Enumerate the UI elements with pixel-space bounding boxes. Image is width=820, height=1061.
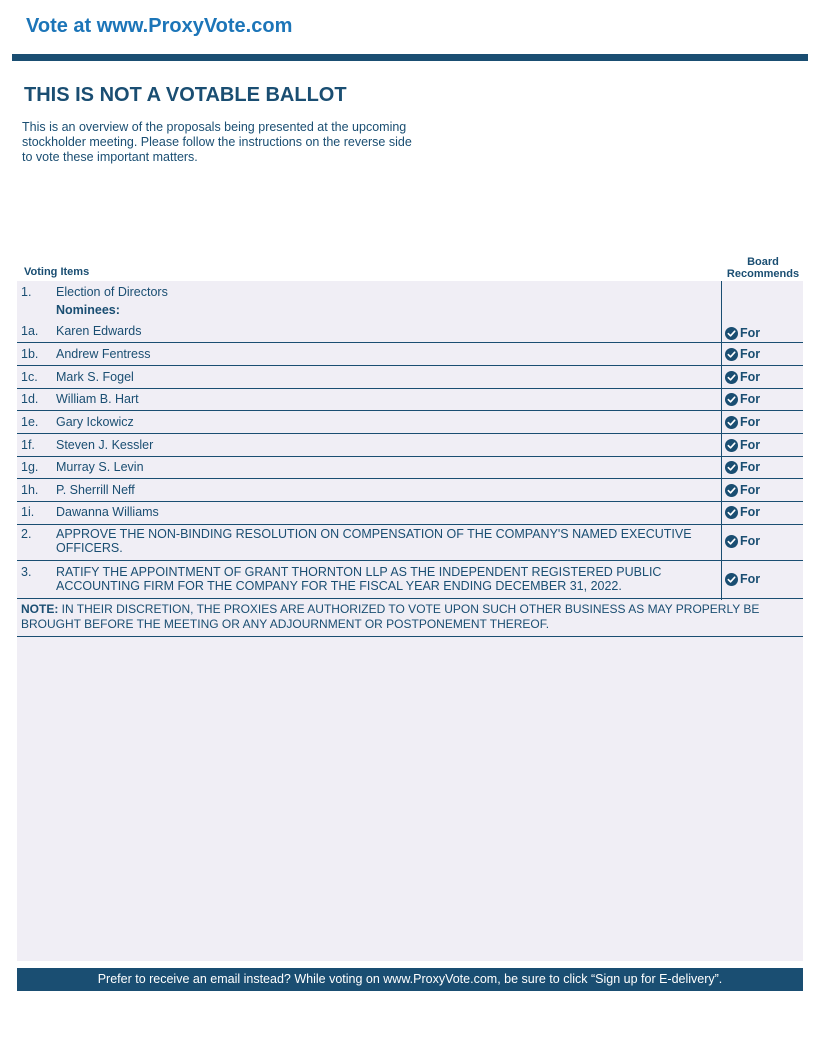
item-number: 3. xyxy=(21,565,32,579)
check-circle-icon xyxy=(725,439,738,452)
top-divider xyxy=(12,54,808,61)
board-header-line2: Recommends xyxy=(726,268,800,280)
e-delivery-text: Prefer to receive an email instead? While voting on www.ProxyVote.com, be sure to click “Sign up for E-delivery”. xyxy=(97,972,723,986)
voting-item-row xyxy=(17,456,803,479)
board-recommendation xyxy=(725,572,760,586)
voting-item-row xyxy=(17,561,803,599)
election-label: Election of Directors xyxy=(56,285,168,299)
recommendation-label: For xyxy=(740,505,761,519)
item-text: William B. Hart xyxy=(56,392,139,406)
item-text: APPROVE THE NON-BINDING RESOLUTION ON COMPENSATION OF THE COMPANY'S NAMED EXECUTIVE OFFICERS. xyxy=(56,527,692,555)
item-text: Steven J. Kessler xyxy=(56,438,154,452)
check-circle-icon xyxy=(725,348,738,361)
recommendation-label: For xyxy=(740,483,761,497)
voting-item-row xyxy=(17,366,803,389)
intro-text: This is an overview of the proposals being presented at the upcoming stockholder meeting. Please follow the instructions on the reverse side to vote these important matters. xyxy=(22,120,412,164)
check-circle-icon xyxy=(725,416,738,429)
recommendation-label: For xyxy=(740,326,761,340)
voting-item-row xyxy=(17,388,803,411)
note xyxy=(21,602,807,632)
voting-item-row xyxy=(17,343,803,366)
item-text: P. Sherrill Neff xyxy=(56,483,135,497)
item-number: 1e. xyxy=(21,415,39,429)
recommendation-label: For xyxy=(740,415,761,429)
item-number: 1h. xyxy=(21,483,39,497)
note-label: NOTE: xyxy=(21,602,59,616)
voting-item-row xyxy=(17,502,803,525)
column-divider xyxy=(721,281,722,600)
recommendation-label: For xyxy=(740,460,761,474)
item-text: Dawanna Williams xyxy=(56,505,159,519)
voting-item-row xyxy=(17,434,803,457)
voting-item-row xyxy=(17,524,803,561)
election-number: 1. xyxy=(21,285,32,299)
voting-item-row xyxy=(17,411,803,434)
recommendation-label: For xyxy=(740,392,761,406)
check-circle-icon xyxy=(725,371,738,384)
item-number: 1c. xyxy=(21,370,38,384)
board-recommendation xyxy=(725,534,760,548)
item-text: Mark S. Fogel xyxy=(56,370,134,384)
board-recommendation xyxy=(725,347,760,361)
item-text: Murray S. Levin xyxy=(56,460,144,474)
check-circle-icon xyxy=(725,506,738,519)
voting-item-row xyxy=(17,320,803,343)
board-recommendation xyxy=(725,505,760,519)
board-recommends-header xyxy=(721,256,805,280)
recommendation-label: For xyxy=(740,534,761,548)
check-circle-icon xyxy=(725,484,738,497)
voting-items-header: Voting Items xyxy=(24,266,90,278)
item-number: 1b. xyxy=(21,347,39,361)
item-number: 1a. xyxy=(21,324,39,338)
board-header-line1: Board xyxy=(747,256,779,268)
item-text: Karen Edwards xyxy=(56,324,142,338)
note-text: IN THEIR DISCRETION, THE PROXIES ARE AUTHORIZED TO VOTE UPON SUCH OTHER BUSINESS AS MAY PROPERLY BE BROUGHT BEFORE THE MEETING OR ANY ADJOURNMENT OR POSTPONEMENT THEREOF. xyxy=(21,602,760,631)
item-number: 1i. xyxy=(21,505,35,519)
board-recommendation xyxy=(725,460,760,474)
item-text: Gary Ickowicz xyxy=(56,415,134,429)
nominees-label: Nominees: xyxy=(56,303,120,317)
e-delivery-banner xyxy=(17,968,803,991)
item-number: 1g. xyxy=(21,460,39,474)
board-recommendation xyxy=(725,483,760,497)
item-number: 1d. xyxy=(21,392,39,406)
check-circle-icon xyxy=(725,535,738,548)
check-circle-icon xyxy=(725,327,738,340)
recommendation-label: For xyxy=(740,438,761,452)
note-divider xyxy=(17,636,803,637)
check-circle-icon xyxy=(725,461,738,474)
item-text: Andrew Fentress xyxy=(56,347,151,361)
proxyvote-link[interactable]: Vote at www.ProxyVote.com xyxy=(26,15,293,37)
recommendation-label: For xyxy=(740,370,761,384)
recommendation-label: For xyxy=(740,572,761,586)
page-title: THIS IS NOT A VOTABLE BALLOT xyxy=(24,84,347,106)
board-recommendation xyxy=(725,326,760,340)
item-number: 2. xyxy=(21,527,32,541)
check-circle-icon xyxy=(725,573,738,586)
check-circle-icon xyxy=(725,393,738,406)
board-recommendation xyxy=(725,370,760,384)
item-number: 1f. xyxy=(21,438,35,452)
board-recommendation xyxy=(725,392,760,406)
recommendation-label: For xyxy=(740,347,761,361)
board-recommendation xyxy=(725,438,760,452)
board-recommendation xyxy=(725,415,760,429)
item-text: RATIFY THE APPOINTMENT OF GRANT THORNTON LLP AS THE INDEPENDENT REGISTERED PUBLIC ACCOUNTING FIRM FOR THE COMPANY FOR THE FISCAL YEAR ENDING DECEMBER 31, 2022. xyxy=(56,565,662,593)
voting-item-row xyxy=(17,479,803,502)
